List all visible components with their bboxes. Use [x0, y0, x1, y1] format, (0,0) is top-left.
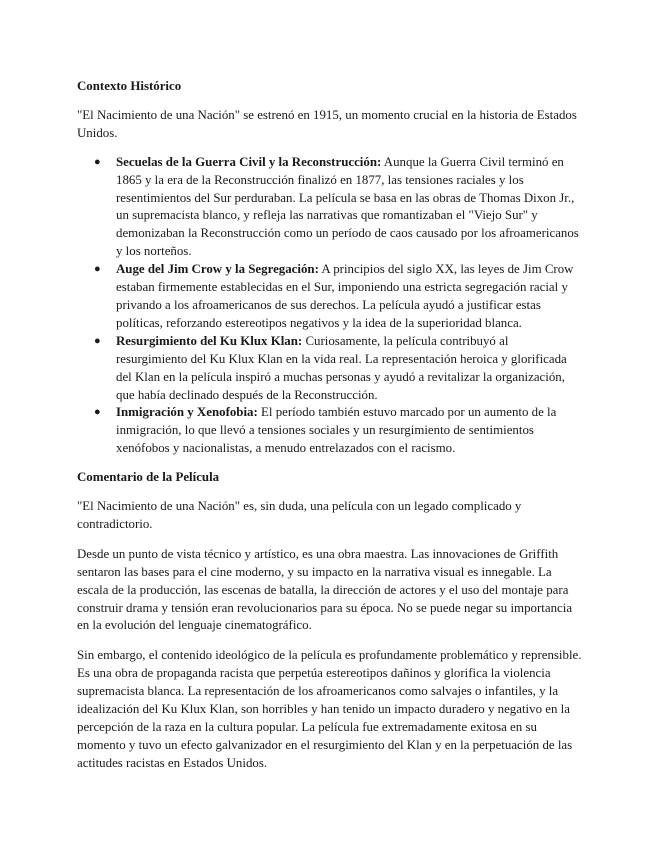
bullet-icon: ● [94, 155, 101, 168]
historic-context-heading: Contexto Histórico [77, 79, 182, 93]
historic-bullet-list [77, 154, 582, 458]
bullet-icon: ● [94, 263, 101, 276]
document-page [77, 78, 582, 773]
list-item [94, 404, 582, 458]
historic-intro-paragraph: "El Nacimiento de una Nación" se estrenó en 1915, un momento crucial en la historia de Estados Unidos. [77, 107, 577, 140]
list-item [94, 333, 582, 405]
commentary-paragraph: "El Nacimiento de una Nación" es, sin duda, una película con un legado complicado y contradictorio. [77, 499, 522, 531]
bullet-term: Auge del Jim Crow y la Segregación: [116, 262, 319, 277]
bullet-text: Curiosamente, la película contribuyó al resurgimiento del Ku Klux Klan en la vida real. La representación heroica y glorificada del Klan en la película inspiró a muchas personas y ayudó a revitalizar la organización, que había declinado después de la Reconstrucción. [116, 333, 567, 402]
bullet-term: Resurgimiento del Ku Klux Klan: [116, 333, 303, 348]
list-item [94, 154, 582, 261]
bullet-term: Secuelas de la Guerra Civil y la Reconstrucción: [116, 154, 382, 169]
commentary-paragraph: Desde un punto de vista técnico y artístico, es una obra maestra. Las innovaciones de Griffith sentaron las bases para el cine moderno, y su impacto en la narrativa visual es innegable. La escala de la producción, las escenas de batalla, la dirección de actores y el uso del montaje para construir drama y tensión eran revolucionarios para su época. No se puede negar su importancia en la evolución del lenguaje cinematográfico. [77, 546, 573, 633]
bullet-text: Aunque la Guerra Civil terminó en 1865 y la era de la Reconstrucción finalizó en 1877, las tensiones raciales y los resentimientos del Sur perduraban. La película se basa en las obras de Thomas Dixon Jr., un supremacista blanco, y refleja las narrativas que romantizaban el "Viejo Sur" y demonizaban la Reconstrucción como un período de caos causado por los afroamericanos y los norteños. [116, 154, 579, 259]
bullet-term: Inmigración y Xenofobia: [116, 405, 258, 420]
bullet-text: El período también estuvo marcado por un aumento de la inmigración, lo que llevó a tensiones sociales y un resurgimiento de sentimientos xenófobos y nacionalistas, a menudo entrelazados con el racismo. [116, 405, 557, 456]
film-commentary-heading: Comentario de la Película [77, 470, 220, 485]
bullet-icon: ● [94, 334, 101, 347]
list-item [94, 261, 582, 333]
bullet-text: A principios del siglo XX, las leyes de Jim Crow estaban firmemente establecidas en el Sur, imponiendo una estricta segregación racial y privando a los afroamericanos de sus derechos. La película ayudó a justificar estas políticas, reforzando estereotipos negativos y la idea de la superioridad blanca. [116, 262, 574, 330]
commentary-paragraph: Sin embargo, el contenido ideológico de la película es profundamente problemático y reprensible. Es una obra de propaganda racista que perpetúa estereotipos dañinos y glorifica la violencia supremacista blanca. La representación de los afroamericanos como salvajes o infantiles, y la idealización del Ku Klux Klan, son horribles y han tenido un impacto duradero y negativo en la percepción de la raza en la cultura popular. La película fue extremadamente exitosa en su momento y tuvo un efecto galvanizador en el resurgimiento del Klan y en la perpetuación de las actitudes racistas en Estados Unidos. [77, 648, 582, 770]
bullet-icon: ● [94, 406, 101, 419]
